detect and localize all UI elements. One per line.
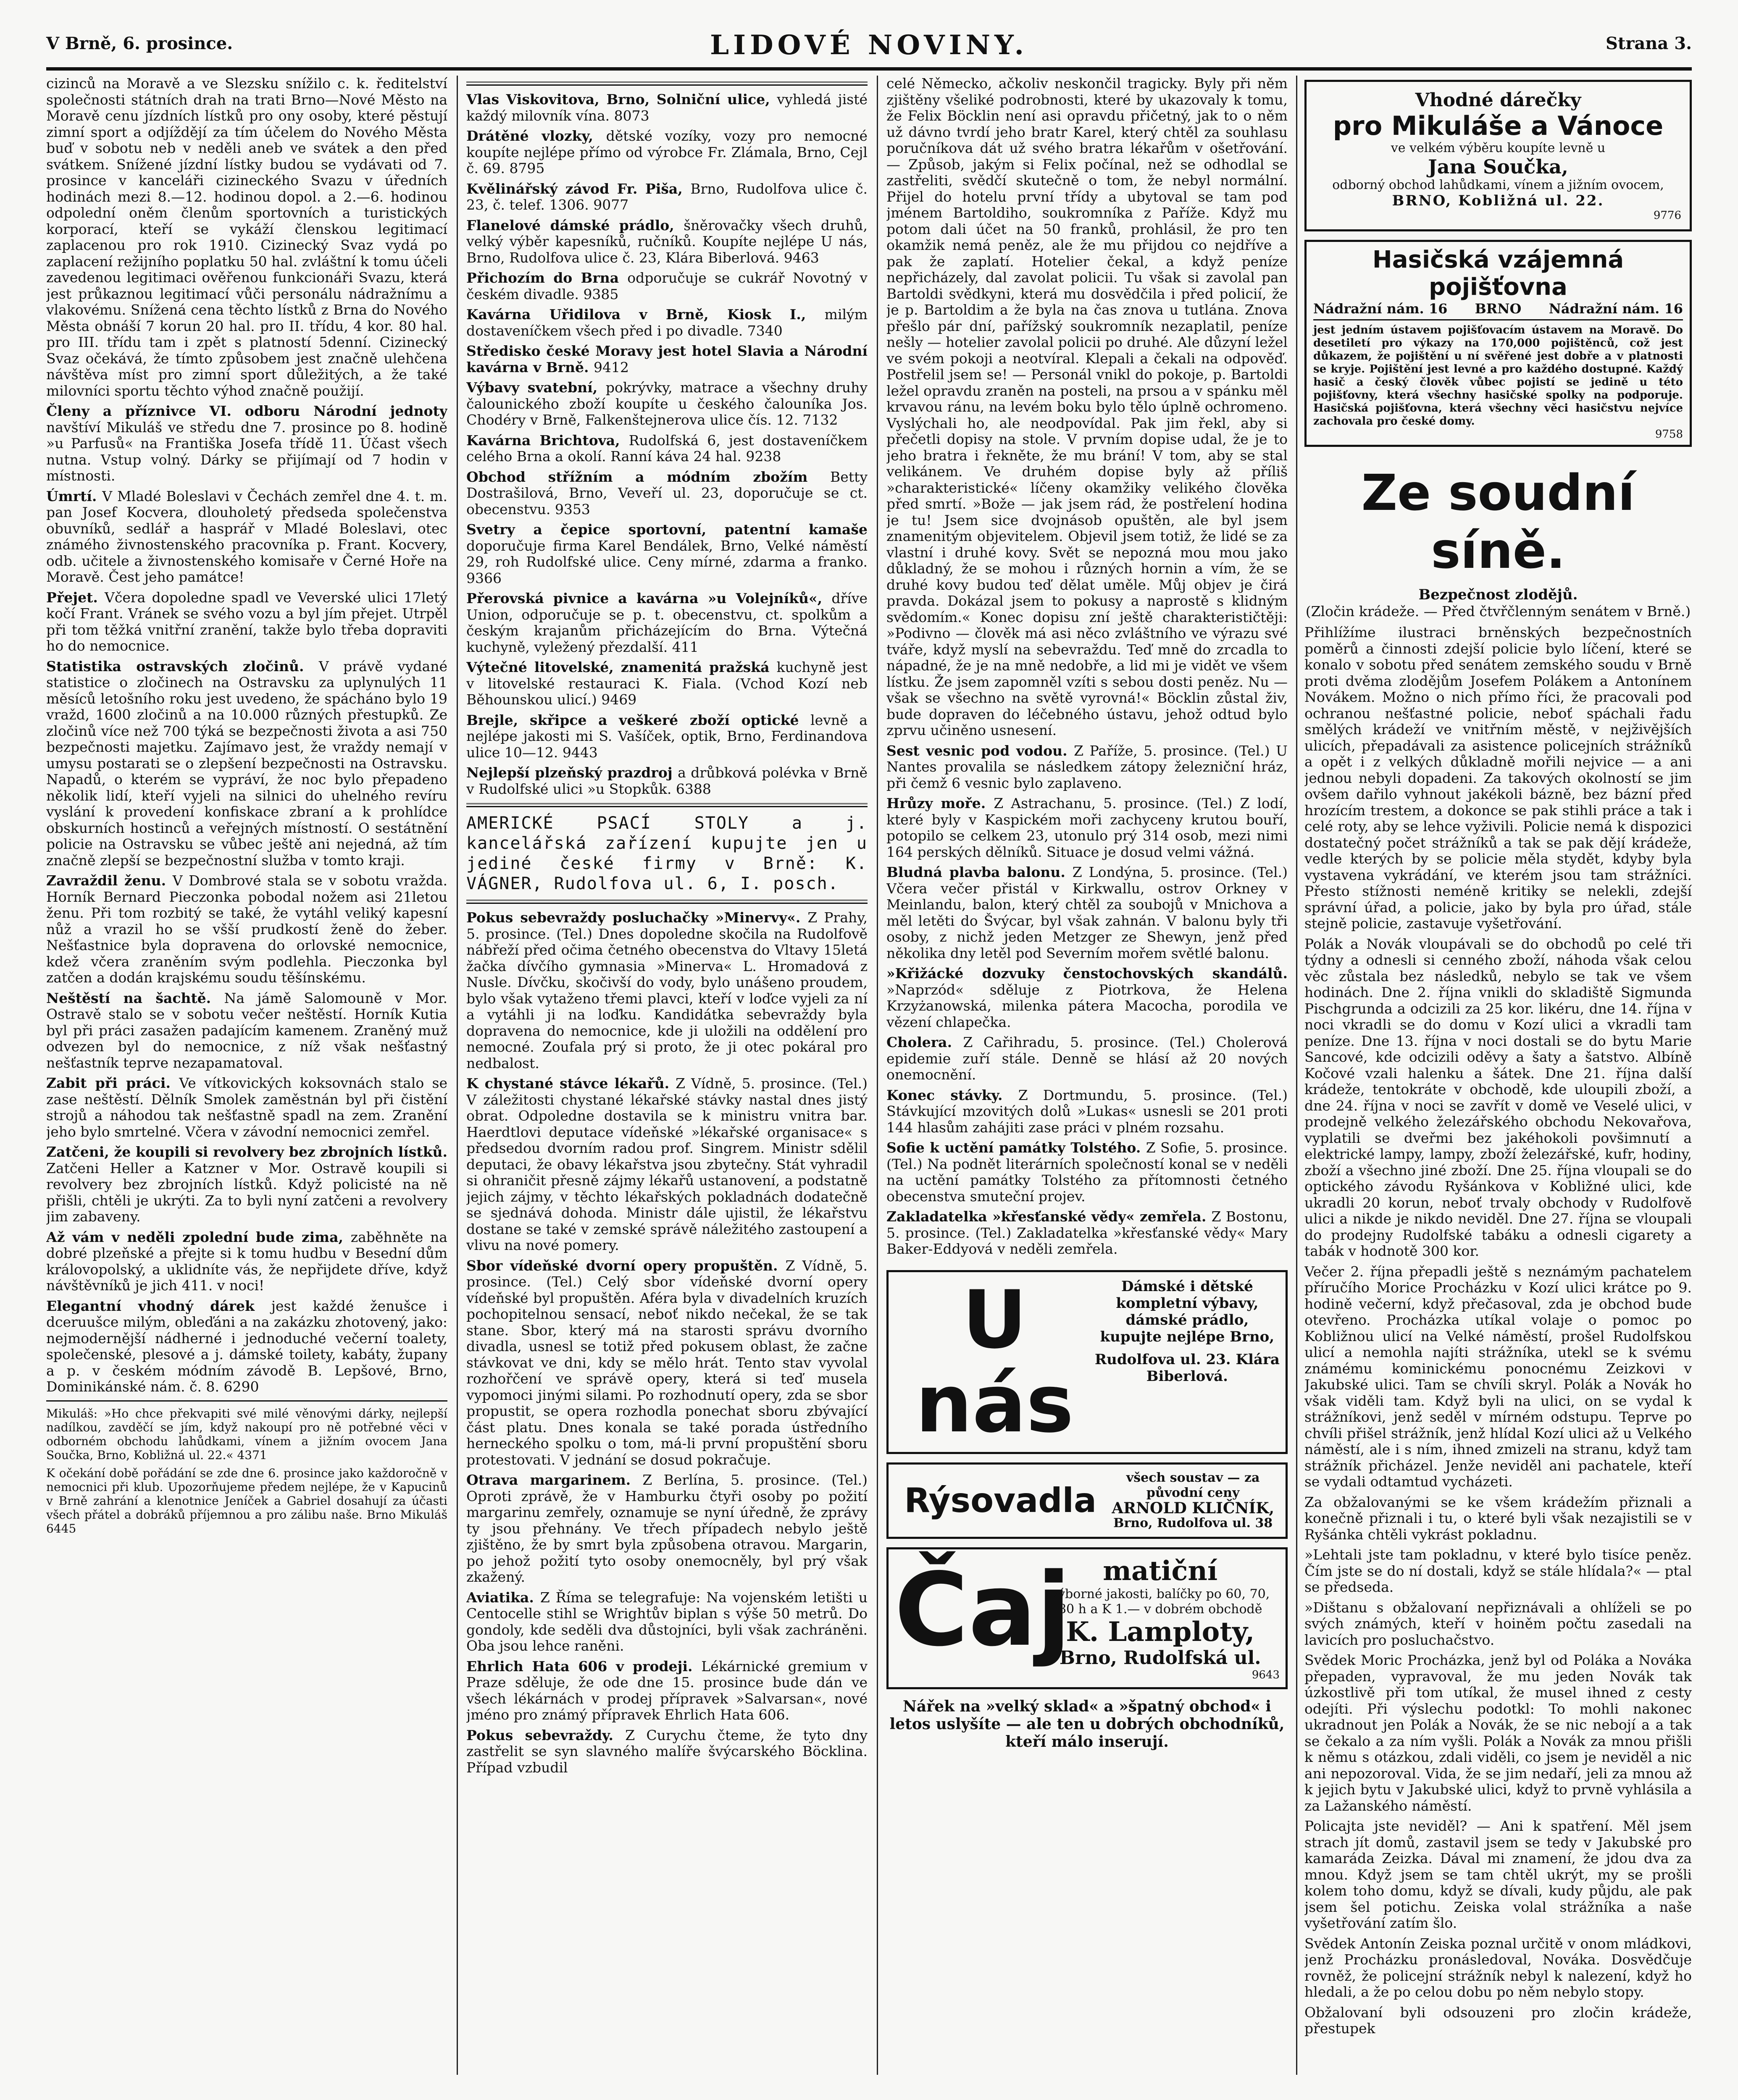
paragraph-lead: Flanelové dámské prádlo, (466, 217, 684, 234)
paragraph (1304, 1652, 1692, 1814)
paragraph (466, 433, 868, 465)
paragraph-text: »Naprzód« sděluje z Piotrkova, že Helena Krzyżanowská, milenka pátera Macocha, porodila ve vězení chlapečka. (886, 981, 1288, 1030)
paragraph-text: Ve vítkovických koksovnách stalo se zase neštěstí. Dělník Smolek zaměstnán byl při čistění strojů a náhodou tak nešťastně spadl na zem. Zranění jeho bylo smrtelné. Včera v závodní nemocnici zemřel. (46, 1075, 447, 1140)
paragraph (46, 659, 447, 869)
column-1 (46, 76, 447, 2075)
paragraph (46, 76, 447, 399)
paragraph (466, 1590, 868, 1654)
paragraph-lead: Pokus sebevraždy. (466, 1727, 626, 1743)
paragraph-text: Brno, Rudolfova ulice č. 23, č. telef. 1306. 9077 (466, 180, 868, 213)
paragraph-lead: Zavraždil ženu. (46, 872, 173, 889)
paragraph-lead: Kavárna Brichtova, (466, 432, 629, 449)
paragraph (1304, 1547, 1692, 1596)
section-heading: Ze soudní síně. (1361, 464, 1635, 580)
paragraph-text: Rudolfská 6, jest dostaveníčkem celého Brna a okolí. Ranní káva 24 hal. 9238 (466, 432, 868, 465)
paragraph (46, 403, 447, 484)
ad-rysovadla (886, 1462, 1288, 1539)
paragraph (466, 1076, 868, 1254)
news-list (466, 910, 868, 1776)
ad-insurance-title: Hasičská vzájemná pojišťovna (1372, 246, 1624, 301)
ad-insurance-body: jest jedním ústavem pojišťovacím ústavem na Moravě. Do desetiletí pro výkazy na 170,000 pojištěnců, což jest důkazem, že pojištění u ní svěřené jest dobře a v platnosti se kryje. Pojištění jest levné a pro každého dostupné. Každý hasič a český člověk vůbec pojistí se jedině u této pojišťovny, která všechny hasičské spolky na podporuje. Hasičská pojišťovna, která všechny věci hasičstvu nejvíce zachovala pro české domy. (1313, 324, 1683, 428)
paragraph-lead: K chystané stávce lékařů. (466, 1075, 676, 1092)
paragraph-text: Z Astrachanu, 5. prosince. (Tel.) Z lodí, které byly v Kaspickém moři zachyceny krutou bouří, potopilo se celkem 23, utonulo prý 314 osob, mezi nimi 164 perských dělníků. Situace je dosud velmi vážná. (886, 795, 1288, 860)
paragraph (466, 1258, 868, 1468)
paragraph (886, 795, 1288, 860)
paragraph-text: Z Vídně, 5. prosince. (Tel.) V záležitosti chystané lékařské stávky nastal dnes jistý obrat. Odpoledne dostavila se k ministru vnitra bar. Haerdtlovi deputace vídeňské »lékařské organisace« s předsedou dvorním radou prof. Singrem. Ministr sdělil deputaci, že obavy lékařstva jsou zbytečny. Stát vyhradil si ohraničit přesně zájmy lékařů ustanovení, a podstatně jejich zájmy, v těchto lékařských pokladnách dodatečně se sjednává dohoda. Ministr dále ujistil, že lékařstvu dostane se také v zemské správě náležitého zastoupení a vlivu na nové pomery. (466, 1075, 868, 1253)
paragraph-lead: Sbor vídeňské dvorní opery propuštěn. (466, 1257, 786, 1274)
paragraph-lead: Svetry a čepice sportovní, patentní kamaše (466, 521, 868, 538)
paragraph-lead: Nejlepší plzeňský prazdroj (466, 764, 678, 781)
ad-caj-id: 9643 (1252, 1668, 1280, 1681)
paragraph-text: Z Vídně, 5. prosince. (Tel.) Celý sbor vídeňské dvorní opery vídeňské byl propuštěn. Aféra byla v divadelních kruzích pochopitelnou sensací, neboť nikdo nečekal, že se tak stane. Sbor, který má na starosti správu dvorního divadla, usnesl se totiž před pokusem oblast, že začne stávkovat ve dni, kdy se mělo hrát. Tento stav vyvolal rozhořčení ve správě opery, která si teď musela vypomoci jinými silami. Po rozhodnutí opery, zda se sbor propustit, se opera rozhodla ponechat sboru zbývající část platu. Dnes konala se také porada ústředního herneckého spolku o tom, má-li první propuštění sboru protestovati. V jednání se dosud pokračuje. (466, 1257, 868, 1468)
divider (46, 1400, 447, 1402)
paragraph (466, 712, 868, 761)
paragraph-lead: Otrava margarinem. (466, 1472, 643, 1488)
column-rule (457, 76, 458, 2075)
paragraph (46, 1075, 447, 1140)
paragraph-text: Z Říma se telegrafuje: Na vojenském letišti u Centocelle stihl se Wrightův biplan s výše 50 metrů. Do gondoly, kde seděli dva důstojníci, byli však zachráněni. Oba jsou lehce raněni. (466, 1589, 868, 1654)
paragraph-text: V Mladé Boleslavi v Čechách zemřel dne 4. t. m. pan Josef Kocvera, dlouholetý předseda společenstva obuvníků, sedlář a hasprář v Mladé Boleslavi, otec známého živnostenského pracovníka p. Frant. Kocvery, odb. učitele a živnostenského komisaře v Černé Hoře na Moravě. Čest jeho památce! (46, 488, 447, 585)
paragraph-lead: »Křižácké dozvuky čenstochovských skandálů. (886, 965, 1288, 982)
ad-caj-name: K. Lamploty, (1066, 1616, 1255, 1648)
small-notices (46, 1407, 447, 1536)
ad-caj-text (1041, 1555, 1280, 1681)
paragraph-lead: Zatčeni, že koupili si revolvery bez zbrojních lístků. (46, 1144, 447, 1160)
paragraph (466, 92, 868, 124)
page-number: Strana 3. (1605, 34, 1692, 53)
paragraph (886, 1209, 1288, 1257)
paragraph-text: a drůbková polévka v Brně v Rudolfské ulici »u Stopkůk. 6388 (466, 764, 868, 797)
paragraph (886, 966, 1288, 1030)
masthead (46, 29, 1692, 71)
paragraph-text: V Dombrové stala se v sobotu vražda. Horník Bernard Pieczonka pobodal nožem asi 21letou ženu. Při tom rozbitý se také, že vytáhl veliký kapesní nůž a vrazil ho se všší prudkostí ženě do žeber. Nešťastnice byla dopravena do orlovské nemocnice, kdež včera zraněním svým podlehla. Pieczonka byl zatčen a dodán krajskému soudu těšínskému. (46, 872, 447, 986)
ad-insurance-left: Nádražní nám. 16 (1313, 301, 1448, 317)
paragraph (1304, 1494, 1692, 1543)
paragraph-lead: Zakladatelka »křesťanské vědy« zemřela. (886, 1208, 1212, 1225)
paragraph-lead: Členy a příznivce VI. odboru Národní jednoty (46, 403, 447, 419)
ad-rysovadla-logo: Rýsovadla (904, 1481, 1096, 1520)
paragraph-lead: Obchod střížním a módním zbožím (466, 468, 831, 485)
paragraph-text: Večer 2. října přepadli ještě s neznámým pachatelem příručího Morice Procházku v Kozí ulici krátce po 9. hodině večerní, když přečasoval, zda je obchod bude otevřeno. Procházka utíkal volaje o pomoc po Kobližnou ulicí na Velké náměstí, prošel Rudolfskou ulicí a nemohla najíti strážníka, utekl se k svému známému kominickému ponocnému Zeizkovi v Jakubské ulici. Tam se chvíli skryl. Polák a Novák ho však viděli tam. Když byli na ulici, on se vydal k strážníkovi, jenž seděl v mírném odstupu. Teprve po chvíli přišel strážník, jenž hlídal Kozí ulici až u Velkého náměstí, ale i s ním, ihned zmizeli na stranu, když tam strážník přicházel. Jenže neviděl ani pachatele, kteří se vydali odtamtud vycházeti. (1304, 1263, 1692, 1490)
paragraph-text: celé Německo, ačkoliv neskončil tragicky. Byly při něm zjištěny všeliké podrobnosti, které by ukazovaly k tomu, že Felix Böcklin není asi opravdu přičetný, jak to o něm už dávno tvrdí jeho bratr Karel, který chtěl za souhlasu poručníkova dát už svého bratra lékařům v ošetřování. — Způsob, jakým si Felix počínal, než se odhodlal se zastřeliti, svědčí skutečně o tom, že nebyl normální. Přijel do hotelu první třídy a ubytoval se tam pod jménem Bartoldiho, soukromníka z Paříže. Když mu potom dali účet na 50 franků, prohlásil, že pro ten okamžik nemá peněz, ale že mu přijdou co nejdříve a pak že zaplatí. Hotelier čekal, a když peníze nepřicházely, dal zavolat policii. Tu však si zavolal pan Bartoldi svědkyni, která mu dosvědčila i před policií, že je p. Bartoldim a že byla na čas znova u tutlána. Znova přešlo pár dní, pařížský soukromník nezaplatil, peníze nešly — hotelier zavolal policii po druhé. Ale důzyní ležel ve svém pokoji a neotvíral. Klepali a čekali na odpověď. Postřelil jsem se! — Personál vnikl do pokoje, p. Bartoldi ležel opravdu zraněn na posteli, na prsou a v spánku měl krvavou ránu, na levém boku bylo tělo úplně ochromeno. Vyslýchali ho, ale neodpovídal. Pak jim řekl, aby si přečetli dopisy na stole. V prvním dopise udal, že je to jeho bratra i řekněte, že mu brání! V tom, aby se stal velikánem. Ve druhém dopise byly až příliš »charakteristické« líčeny okamžiky velikého člověka před smrtí. »Bože — jak jsem rád, že postřelení hodina je tu! Jsem sice dvojnásob opuštěn, ale byl jsem znamenitým objevitelem. Objevil jsem totiž, že lidé se za vlastní i druhé kovy. Svět se nepozná mou mou jako důkladný, že se mohou i různých hornin a vím, že se druhé kovy budou teď dělat uměle. Můj objev je čirá pravda. Dokázal jsem to pokusy a naprostě s klidným svědomím.« Konec dopisu zní ještě charakterističtěji: »Podivno — člověk má asi něco zvláštního ve výrazu své tváře, když myslí na sebevraždu. Teď mně do zrcadla to nápadné, že je na mně nedobře, a lid mi je vidět ve všem lístku. Že jsem zapomněl vzíti s sebou dosti peněz. Nu — však se všechno na světě vyrovná!« Böcklin zůstal živ, bude dopraven do léčebného ústavu, jehož odtud bylo zprvu učiněno usnesení. (886, 76, 1288, 738)
paragraph (1304, 625, 1692, 932)
paragraph-lead: Drátěné vlozky, (466, 128, 606, 144)
newspaper-title: LIDOVÉ NOVINY. (710, 29, 1028, 61)
paragraph (466, 1727, 868, 1776)
paragraph-text: 9412 (593, 359, 629, 375)
paragraph-lead: Pokus sebevraždy posluchačky »Minervy«. (466, 909, 808, 926)
paragraph-text: jest každé ženušce i dceruušce milým, obleďáni a na zakázku zhotovený, jako: nejmodernější nádherné i jednoduché večerní toalety, společenské, plesové a j. dámské toilety, kabáty, župany a p. v českém módním závodě B. Lepšové, Brno, Dominikánské nám. č. 8. 6290 (46, 1297, 447, 1395)
paragraph-text: dříve Union, odporučuje se p. t. obecenstvu, ct. spolkům a českým krajanům přicházejícím do Brna. Výtečná kuchyně, vyležený přezdalší. 411 (466, 590, 868, 655)
paragraph-lead: Neštěstí na šachtě. (46, 990, 224, 1006)
paragraph (46, 1144, 447, 1225)
paragraph (46, 1407, 447, 1462)
paragraph (466, 469, 868, 518)
paragraph-text: levně a nejlépe jakosti mi S. Vašíček, optik, Brno, Ferdinandova ulice 10—12. 9443 (466, 711, 868, 761)
ad-u-nas-addr: Rudolfova ul. 23. Klára Biberlová. (1094, 1351, 1280, 1385)
ad-mikulas-name: Jana Součka, (1428, 155, 1568, 178)
paragraph (46, 488, 447, 585)
news-list (46, 76, 447, 1395)
ad-mikulas-headline: pro Mikuláše a Vánoce (1333, 110, 1664, 141)
ad-u-nas-logo: U nás (915, 1273, 1074, 1450)
ad-u-nas-text (1095, 1278, 1280, 1446)
ad-mikulas-sub: ve velkém výběru koupíte levně u (1391, 141, 1606, 155)
typewriter-ad-text: AMERICKÉ PSACÍ STOLY a j. kancelářská zařízení kupujte jen u jediné české firmy v Brně: K. VÁGNER, Rudolfova ul. 6, I. posch. (466, 814, 868, 893)
paragraph (466, 307, 868, 339)
paragraph-lead: Ehrlich Hata 606 v prodeji. (466, 1658, 702, 1675)
ad-rysovadla-name: ARNOLD KLIČNÍK, (1112, 1499, 1275, 1517)
paragraph (886, 1140, 1288, 1205)
divider (466, 900, 868, 904)
article-subheadline: (Zločin krádeže. — Před čtvřčlenným senátem v Brně.) (1305, 603, 1691, 620)
paragraph-text: Zatčeni Heller a Katzner v Mor. Ostravě koupili si revolvery bez zbrojních lístků. Když policisté na ně přišli, chtěli je ukrýti. Za to byli nyní zatčeni a revolvery jim zabaveny. (46, 1160, 447, 1225)
paragraph (46, 873, 447, 986)
paragraph-lead: Úmrtí. (46, 488, 103, 504)
dateline: V Brně, 6. prosince. (46, 34, 233, 53)
paragraph-text: Z Curychu čteme, že tyto dny zastřelit se syn slavného malíře švýcarského Böcklina. Případ vzbudil (466, 1727, 868, 1776)
paragraph (886, 1087, 1288, 1136)
ad-mikulas-desc: odborný obchod lahůdkami, vínem a jižním ovocem, (1332, 178, 1664, 192)
paragraph-text: Z Londýna, 5. prosince. (Tel.) Včera večer přistál v Kirkwallu, ostrov Orkney v Meinlandu, balon, který chtěl za soubojů v Mnichova a měl letěti do Švýcar, byl však zahnán. V balonu byly tři osoby, z nichž jeden Metzger ze Shewyn, jenž před několika dny letěl pod Severním mořem světlé balonu. (886, 864, 1288, 961)
ad-rysovadla-desc: všech soustav — za původní ceny (1126, 1470, 1260, 1500)
paragraph (886, 743, 1288, 792)
paragraph (1304, 2005, 1692, 2037)
paragraph-text: V právě vydané statistice o zločinech na Ostravsku za uplynulých 11 měsíců letošního roku jest uvedeno, že spácháno bylo 19 vražd, 1600 zločinů a na 10.000 různých přestupků. Ze zločinů více než 700 týká se bezpečnosti života a asi 750 bezpečnosti majetku. Zajímavo jest, že vraždy nemají v umysu postarati se o zlepšení bezpečnosti na Ostravsku. Napadů, o kterém se vypráví, že noc bylo přepadeno několik lidí, kteří vyjeli na silnici do uhelného revíru vyslání k provedení konfiskace zbraní a k prohlídce obskurních hostinců a veřejných místností. O sestátnění policie na Ostravsku se vůbec ještě ani nejedná, až tím značně zlepší se bezpečnostní služba v tomto kraji. (46, 658, 447, 869)
paragraph-text: Betty Dostrašilová, Brno, Veveří ul. 23, doporučuje se ct. obecenstvu. 9353 (466, 468, 868, 517)
paragraph-lead: Aviatika. (466, 1589, 540, 1606)
paragraph-text: Polák a Novák vloupávali se do obchodů po celé tři týdny a odnesli si cenného zboží, náhoda však celou věc zůstala bez následků, nebylo se tak ve všem hodinách. Dne 2. října vnikli do skladiště Sigmunda Pischgrunda a odcizili za 25 kor. likéru, dne 14. října v noci vkradli se do domu v Kozí ulici a vkradli tam peníze. Dne 13. října v noci dostali se do bytu Marie Sancové, kde odcizili oděvy a šaty a šatstvo. Albíně Kočové vzali halenku a šátek. Dne 21. října další krádeže, tentokráte v obchodě, kde uloupili zboží, a dne 24. října v noci se zavřít v domě ve Veselé ulici, v prodejně velkého železářského obchodu Nekovařova, vyplatili se dveřmi bez jakéhokoli povšimnutí a elektrické lampy, lampy, zboží železářské, kufr, hodiny, zboží a všechno jiné zboží. Dne 25. října vloupali se do optického závodu Ryšánkova v Kobližné ulici, kde ukradli 20 korun, neboť trvaly obchody v Rudolfově ulici a nikde je nikdo neviděl. Dne 27. října se vloupali do prodejny Rudolfské tabáku a odnesli cigarety a tabák v hodnotě 300 kor. (1304, 935, 1692, 1259)
ad-caj-title: matiční (1103, 1555, 1218, 1587)
paragraph-text: pokrývky, matrace a všechny druhy čalounického zboží koupíte u českého čalouníka Jos. Chodéry v Brně, Falkenštejnerova ulice čís. 12. 7132 (466, 379, 868, 428)
paragraph-text: Přihlížíme ilustraci brněnských bezpečnostních poměrů a činnosti zdejší policie bylo líčení, které se konalo v sobotu před senátem zemského soudu v Brně proti dvěma zlodějům Josefem Polákem a Antonínem Novákem. Možno o nich přímo říci, že pracovali pod ochranou nešťastné policie, neboť spáchali řadu smělých krádeží ve vnitřním městě, v nejživějších ulicích, přepadávali za asistence policejních strážníků a opět i z velkých důkladně mořili nejvice — a ani jednou nebyli dopadeni. Za takových okolností se jim ovšem dařilo vyhnout jakékoli bázně, bez bázní před hrozícím trestem, a dokonce se pak stihli práce a tak i celé roty, aby se lehce vyživili. Policie nemá k dispozici dostatečný počet strážníků a tak se pak dějí krádeže, vedle kterých by se policie měla stydět, kdyby byla vystavena vykrádání, ve kterém jsou tam strážníci. Přesto stížnosti neméně kritiky se nelekli, zdejší správní úřad, a policie, jako by byla pro úřad, stále stejně policie, zastavuje vyšetřování. (1304, 624, 1692, 932)
column-2 (466, 76, 868, 2075)
ad-caj (886, 1547, 1288, 1689)
typewriter-ad (466, 813, 868, 894)
paragraph (466, 343, 868, 375)
divider (466, 81, 868, 86)
paragraph-text: Z Dortmundu, 5. prosince. (Tel.) Stávkující mzovitých dolů »Lukas« usnesli se 201 proti 144 hlasům zahájiti zase práci v plném rozsahu. (886, 1087, 1288, 1136)
column-4 (1304, 76, 1692, 2075)
paragraph-text: Na jámě Salomouně v Mor. Ostravě stalo se v sobotu večer neštěstí. Horník Kutia byl při práci zasažen padajícím kamenem. Zraněný muž odvezen byl do nemocnice, z níž však nešťastný nešťastník teprve nezapamatoval. (46, 990, 447, 1071)
paragraph-text: šněrovačky všech druhů, velký výběr kapesníků, ručníků. Koupíte nejlépe U nás, Brno, Rudolfova ulice č. 23, Klára Biberlová. 9463 (466, 217, 868, 266)
paragraph-lead: Vlas Viskovitova, Brno, Solniční ulice, (466, 91, 777, 108)
paragraph-text: »Lehtali jste tam pokladnu, v které bylo tisíce peněz. Čím jste se do ní dostali, když se stále hlídala?« — ptal se předseda. (1304, 1546, 1692, 1595)
ad-caj-addr: Brno, Rudolfská ul. (1059, 1647, 1261, 1669)
paragraph-lead: Výbavy svatební, (466, 379, 606, 396)
paragraph-text: Policajta jste neviděl? — Ani k spatření. Měl jsem strach jít domů, zastavil jsem se tedy v Jakubské pro kamaráda Zeizka. Dával mi znamení, že jdou dva za mnou. Když jsem se tam chtěl ukrýt, my se prošli kolem toho domu, když se dívali, kudy půjdu, ale pak jsem šel potichu. Zeiska volal strážníka a naše vyšetřování zatím šlo. (1304, 1818, 1692, 1931)
paragraph-text: K očekání době pořádání se zde dne 6. prosince jako každoročně v nemocnici při klub. Upozorňujeme předem nejlépe, že v Kapucinů v Brně zahrání a klenotnice Jeníček a Gabriel dosahují za účasti všech přátel a dobráků příjemnou a pro zálibu naše. Brno Mikuláš 6445 (46, 1466, 447, 1536)
paragraph (466, 1472, 868, 1586)
paragraph (46, 590, 447, 654)
paragraph (466, 380, 868, 428)
paragraph (466, 218, 868, 266)
paragraph (1304, 1264, 1692, 1490)
paragraph (466, 128, 868, 177)
paragraph-lead: Statistika ostravských zločinů. (46, 658, 319, 675)
ad-caj-desc: výborné jakosti, balíčky po 60, 70, 80 h a K 1.— v dobrém obchodě (1051, 1586, 1270, 1617)
paragraph-text: Z Cařihradu, 5. prosince. (Tel.) Cholerová epidemie zuří stále. Denně se hlásí až 20 nových onemocnění. (886, 1034, 1288, 1083)
column-3 (886, 76, 1288, 2075)
paragraph-text: navštíví Mikuláš ve středu dne 7. prosince po 8. hodině »u Parfusů« na Františka Josefa třídě 11. Účast všech nutna. Vstup volný. Dárky se přijímají od 7 hodin v místnosti. (46, 419, 447, 484)
paragraph-lead: Až vám v neděli zpolední bude zima, (46, 1228, 351, 1245)
paragraph-lead: Výtečné litovelské, znamenitá pražská (466, 659, 777, 675)
paragraph-text: odporučuje se cukrář Novotný v českém divadle. 9385 (466, 270, 868, 302)
paragraph-lead: Elegantní vhodný dárek (46, 1297, 271, 1314)
paragraph-text: Včera dopoledne spadl ve Veverské ulici 17letý kočí Frant. Vránek se svého vozu a byl jím přejet. Utrpěl při tom těžká vnitřní zranění, takže bylo třeba dopraviti ho do nemocnice. (46, 589, 447, 654)
ad-mikulas-top: Vhodné dárečky (1415, 89, 1581, 111)
paragraph-lead: Sest vesnic pod vodou. (886, 742, 1074, 759)
paragraph (466, 659, 868, 708)
news-list (886, 76, 1288, 1257)
paragraph (466, 181, 868, 213)
paragraph-text: zaběhněte na dobré plzeňské a přejte si k tomu hudbu v Besední dům královopolský, a uklidníte vás, že nepřijdete dříve, když návštěvníků je jich 411. v noci! (46, 1228, 447, 1294)
column-rule (877, 76, 878, 2075)
paragraph-text: Za obžalovanými se ke všem krádežím přiznali a konečně přiznali i tu, o které byli však nezajistili se v Ryšánka chtěli vykrást pokladnu. (1304, 1494, 1692, 1543)
ad-mikulas-addr: BRNO, Kobližná ul. 22. (1392, 192, 1604, 209)
paragraph-text: doporučuje firma Karel Bendálek, Brno, Velké náměstí 29, roh Rudolfské ulice. Ceny mírné, zdarma a franko. 9366 (466, 537, 868, 586)
paragraph-text: milým dostaveníčkem všech před i po divadle. 7340 (466, 306, 868, 339)
paragraph-text: »Dištanu s obžalovaní nepřiznávali a ohlíželi se po svých známých, kteří v hoiněm počtu zasedali na lavicích pro posluchačstvo. (1304, 1599, 1692, 1648)
paragraph (1304, 1818, 1692, 1932)
paragraph-lead: Bludná plavba balonu. (886, 864, 1073, 880)
paragraph-lead: Hrůzy moře. (886, 795, 994, 811)
paragraph-lead: Přerovská pivnice a kavárna »u Volejníků«, (466, 590, 832, 606)
court-article (1304, 625, 1692, 2037)
paragraph (466, 270, 868, 302)
ad-insurance-id: 9758 (1655, 428, 1683, 441)
article-headline: Bezpečnost zlodějů. (1418, 586, 1578, 603)
column-rule (1296, 76, 1297, 2075)
paragraph (466, 910, 868, 1071)
paragraph-lead: Brejle, skřipce a veškeré zboží optické (466, 711, 811, 728)
paragraph-lead: Kavárna Uřidilova v Brně, Kiosk I., (466, 306, 825, 323)
paragraph-lead: Středisko české Moravy jest hotel Slavia a Národní kavárna v Brně. (466, 343, 868, 375)
paragraph-text: Svědek Moric Procházka, jenž byl od Poláka a Nováka přepaden, vypravoval, že mu jeden Novák tak úzkostlivě při tom utíkal, že musel ihned z cesty odejíti. Při výslechu podotkl: To mohli nakonec ukradnout jen Polák a Novák, že se nic nebojí a a tak se čekalo a za ním vyšli. Polák a Novák za mnou přišli k němu s otázkou, zdali viděli, co jsem je neviděl a nic ani nepozoroval. Vida, že se jim nedaří, jeli za mnou až k jejich bytu v Jakubské ulici, když to prvně vyhlásila a za Lažanského náměstí. (1304, 1652, 1692, 1814)
paragraph (466, 522, 868, 586)
paragraph (886, 76, 1288, 739)
paragraph-text: Svědek Antonín Zeiska poznal určitě v onom mládkovi, jenž Procházku pronásledoval, Nováka. Dosvědčuje rovněž, že policejní strážník nebyl k nalezení, když ho hledali, a že po celou dobu po něm nebylo stopy. (1304, 1935, 1692, 2000)
paragraph-text: kuchyně jest v litovelské restauraci K. Fiala. (Vchod Kozí neb Běhounskou ulicí.) 9469 (466, 659, 868, 708)
ad-caj-logo: Čaj (894, 1551, 1071, 1669)
paragraph-text: dětské vozíky, vozy pro nemocné koupíte nejlépe přímo od výrobce Fr. Zlámala, Brno, Cejl č. 69. 8795 (466, 128, 868, 176)
paragraph-text: cizinců na Moravě a ve Slezsku snížilo c. k. ředitelství společnosti státních drah na trati Brno—Nové Město na Moravě cenu jízdních lístků pro ony osoby, které pěstují zimní sport a odjíždějí za tím účelem do Nového Města buď v sobotu neb v neděli aneb ve svátek a den před svátkem. Snížené jízdní lístky budou se vydávati od 7. prosince v kanceláři cizineckého Svazu v úředních hodinách mezi 8.—12. hodinou dopol. a 2.—6. hodinou odpolední oněm členům sportovních a turistických korporací, kteří se vykáží členskou legitimací zaplacenou pro rok 1910. Cizinecký Svaz vydá po zaplacení režijního poplatku 50 hal. zvláštní k tomu účeli zavedenou legitimaci ověřenou funkcionáři Svazu, která jest průkaznou legitimací vůči personálu nádražnímu a vlakovému. Snížená cena těchto lístků z Brna do Nového Města obnáší 7 korun 20 hal. pro II. třídu, 4 kor. 80 hal. pro III. třídu tam i zpět s platností 5denní. Cizinecký Svaz očekává, že tímto způsobem jest značně ulehčena návštěva míst pro zimní sport důležitých, a že také milovníci sportu těchto výhod značně použijí. (46, 76, 447, 399)
paragraph (1304, 936, 1692, 1260)
ad-u-nas (886, 1270, 1288, 1454)
paragraph (46, 1298, 447, 1395)
ad-u-nas-desc: Dámské i dětské kompletní výbavy, dámské prádlo, kupujte nejlépe Brno, (1100, 1278, 1275, 1345)
paragraph-text: Z Berlína, 5. prosince. (Tel.) Oproti zprávě, že v Hamburku čtyři osoby po požití margarinu zemřely, oznamuje se nyní úředně, že zprávy ty jsou přehnány. Ve třech případech nebylo ještě zjištěno, že by smrt byla způsobena otravou. Margarin, po jehož požití tyto osoby onemocněly, byl prý však zkažený. (466, 1472, 868, 1585)
paragraph-text: Z Paříže, 5. prosince. (Tel.) U Nantes provalila se následkem zátopy železniční hráz, při čemž 6 vesnic bylo zaplaveno. (886, 742, 1288, 791)
paragraph-lead: Cholera. (886, 1034, 963, 1050)
paragraph-text: Lékárnické gremium v Praze sděluje, že ode dne 15. prosince bude dán ve všech lékárnách v prodej přípravek »Salvarsan«, nové jméno pro známý přípravek Ehrlich Hata 606. (466, 1658, 868, 1723)
paragraph-lead: Konec stávky. (886, 1087, 1018, 1103)
ad-rysovadla-text (1106, 1470, 1280, 1531)
paragraph (886, 864, 1288, 961)
paragraph-lead: Přejet. (46, 589, 105, 606)
ad-mikulas (1304, 80, 1692, 231)
paragraph (46, 990, 447, 1071)
paragraph (466, 591, 868, 655)
paragraph (46, 1466, 447, 1536)
ad-insurance-center: BRNO (1475, 301, 1522, 317)
divider (466, 803, 868, 807)
paragraph-text: vyhledá jisté každý milovník vína. 8073 (466, 91, 868, 124)
paragraph (1304, 1936, 1692, 2000)
paragraph-text: Z Prahy, 5. prosince. (Tel.) Dnes dopoledne skočila na Rudolfově nábřeží před očima četného obecenstva do Vltavy 15letá žačka dívčího gymnasia »Minerva« L. Hromadová z Nusle. Dívčku, skočivší do vody, bylo unášeno proudem, bylo však vytaženo třemi plavci, kteří v loďce vyjeli za ní a vytáhli ji na loďku. Kandidátka sebevraždy byla dopravena do nemocnice, kde ji uložili na oddělení pro nemocné. Zoufala prý si proto, že ji otec pokáral pro nedbalost. (466, 909, 868, 1071)
paragraph (886, 1034, 1288, 1083)
paragraph-text: Z Sofie, 5. prosince. (Tel.) Na podnět literárních společností konal se v neděli na uctění památky Tolstého za přítomnosti četného obecenstva smuteční projev. (886, 1139, 1288, 1205)
paragraph (466, 1659, 868, 1723)
paragraph (46, 1229, 447, 1294)
paragraph (466, 765, 868, 797)
paragraph-text: Obžalovaní byli odsouzeni pro zločin krádeže, přestupek (1304, 2004, 1692, 2037)
paragraph-text: Mikuláš: »Ho chce překvapiti své milé věnovými dárky, nejlepší nadílkou, zavděčí se jím, když nakoupí pro ně potřebné věci v odborném obchodu lahůdkami, vínem a jižním ovocem Jana Součka, Brno, Kobližná ul. 22.« 4371 (46, 1406, 447, 1462)
ad-insurance (1304, 240, 1692, 447)
paragraph-lead: Kvělinářský závod Fr. Piša, (466, 180, 691, 197)
ad-mikulas-id: 9776 (1653, 209, 1681, 222)
paragraph-text: Z Bostonu, 5. prosince. (Tel.) Zakladatelka »křesťanské vědy« Mary Baker-Eddyová v neděli zemřela. (886, 1208, 1288, 1257)
paragraph-lead: Zabit při práci. (46, 1075, 179, 1091)
paragraph-lead: Přichozím do Brna (466, 270, 628, 286)
footer-notice: Nářek na »velký sklad« a »špatný obchod« i letos uslyšíte — ale ten u dobrých obchodníků, kteří málo inserují. (889, 1697, 1285, 1751)
classified-ads (466, 92, 868, 797)
ad-insurance-right: Nádražní nám. 16 (1549, 301, 1683, 317)
columns (46, 76, 1692, 2075)
ad-rysovadla-addr: Brno, Rudolfova ul. 38 (1113, 1515, 1273, 1530)
ad-insurance-address (1313, 301, 1683, 320)
paragraph-lead: Sofie k uctění památky Tolstého. (886, 1139, 1146, 1156)
paragraph (1304, 1600, 1692, 1648)
